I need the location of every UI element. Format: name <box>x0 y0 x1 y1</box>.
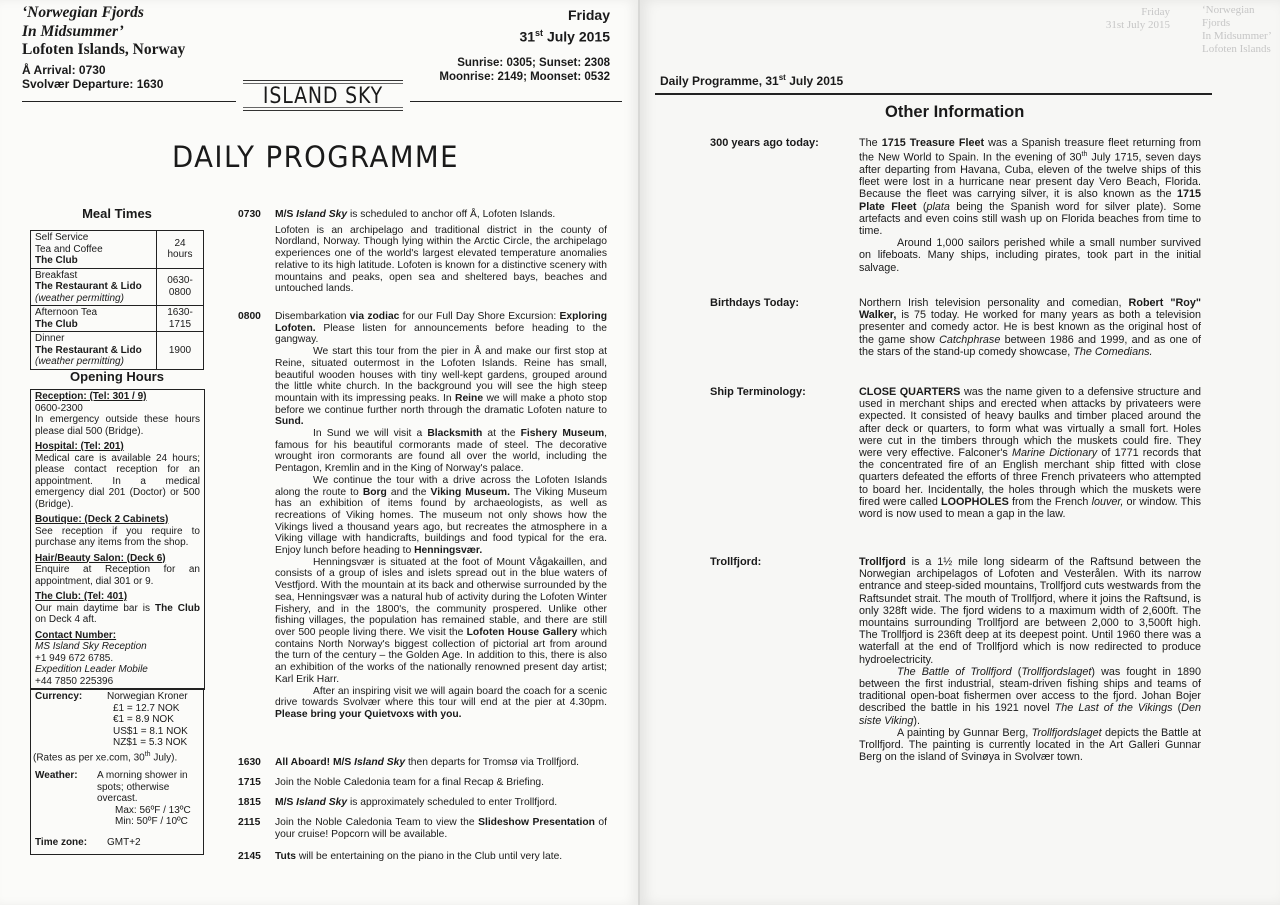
departure-time: Svolvær Departure: 1630 <box>22 77 164 91</box>
event-2115: Join the Noble Caledonia Team to view the Slideshow Presentation of your cruise! Popcorn will be available. <box>275 817 608 840</box>
header-rule-right <box>410 101 622 102</box>
currency-row: Currency: Norwegian Kroner £1 = 12.7 NOK €1 = 8.9 NOK US$1 = 8.1 NOK NZ$1 = 5.3 NOK <box>35 691 188 748</box>
event-1630: All Aboard! M/S Island Sky then departs for Tromsø via Trollfjord. <box>275 757 580 768</box>
club-section: The Club: (Tel: 401) Our main daytime bar is The Club on Deck 4 aft. <box>35 591 200 625</box>
event-1715: Join the Noble Caledonia team for a final Recap & Briefing. <box>275 777 545 788</box>
location: Lofoten Islands, Norway <box>22 41 186 58</box>
boutique-section: Boutique: (Deck 2 Cabinets) See reception if you require to purchase any items from the shop. <box>35 514 200 548</box>
left-page <box>0 0 638 905</box>
time-1815: 1815 <box>238 797 261 808</box>
weather-row: Weather: A morning shower in spots; otherwise overcast. Max: 56ºF / 13ºC Min: 50ºF / 10ºC <box>35 770 191 828</box>
ship-terminology-text: CLOSE QUARTERS was the name given to a defensive structure and used in merchant ships and erected when attacks by privateers were expected. It consisted of heavy baulks and timber placed around the after deck or quarters, to form what was virtually a small fort. Holes were cut in the timbers through which the muskets could fire. They were very effective. Falconer's Marine Dictionary of 1771 records that the concentrated fire of an English merchant ship fitted with close quarters defeated the efforts of three French privateers who attempted to board her. Incidentally, the holes through which the muskets were fired were called LOOPHOLES from the French louver, or window. This word is now used to mean a gap in the law. <box>859 386 1201 521</box>
moon-times: Moonrise: 2149; Moonset: 0532 <box>439 71 610 83</box>
show-through-text: ‘Norwegian Fjords In Midsummer’ Lofoten Islands <box>1202 4 1272 55</box>
timezone-row: Time zone: GMT+2 <box>35 836 141 848</box>
event-0730: M/S Island Sky is scheduled to anchor off Å, Lofoten Islands. Lofoten is an archipelago and traditional district in the county of Nordland, Norway. Though lying within the Arctic Circle, the archipelago experiences one of the world's largest elevated temperature anomalies relative to its high latitude. Lofoten is known for a distinctive scenery with mountains and peaks, open sea and sheltered bays, beaches and untouched lands. <box>275 209 607 295</box>
time-0730: 0730 <box>238 209 261 220</box>
table-row: Self Service Tea and Coffee The Club 24 hours <box>31 231 204 269</box>
history-label: 300 years ago today: <box>710 137 819 149</box>
table-row: Breakfast The Restaurant & Lido (weather permitting) 0630-0800 <box>31 268 204 306</box>
event-2145: Tuts will be entertaining on the piano in the Club until very late. <box>275 851 563 862</box>
island-sky-logo: ISLAND SKY <box>243 80 403 116</box>
time-1630: 1630 <box>238 757 261 768</box>
sun-moon-times <box>439 56 610 84</box>
show-through-date: Friday 31st July 2015 <box>1105 6 1170 31</box>
right-header: Daily Programme, 31st July 2015 <box>660 73 844 88</box>
meal-times-table <box>30 230 204 370</box>
date: 31st July 2015 <box>519 28 610 45</box>
event-1815: M/S Island Sky is approximately scheduled to enter Trollfjord. <box>275 797 558 808</box>
time-2145: 2145 <box>238 851 261 862</box>
header-rule-left <box>22 101 236 102</box>
trollfjord-text: Trollfjord is a 1½ mile long sidearm of the Raftsund between the Norwegian archipelagos of Lofoten and Vesterålen. With its narrow entrance and steep-sided mountains, Trollfjord cuts westwards from the Raftsundet strait. The mouth of Trollfjord, where it joins the Raftsund, is only 328ft wide. The fjord widens to a maximum width of 2,600ft. The mountains surrounding Trollfjord are between 2,000 to 3,500ft high. The Trollfjord is 236ft deep at its deepest point. Until 1960 there was a waterfall at the end of Trollfjord which is now redirected to produce hydroelectricity. The Battle of Trollfjord (Trollfjordslaget) was fought in 1890 between the first industrial, steam-driven fishing ships and teams of traditional open-boat fishermen over access to the fjord. Johan Bojer described the battle in his 1921 novel The Last of the Vikings (Den siste Viking). A painting by Gunnar Berg, Trollfjordslaget depicts the Battle at Trollfjord. The painting is currently located in the Art Galleri Gunnar Berg on the island of Svinøya in Svolvær town. <box>859 556 1201 764</box>
reception-section: Reception: (Tel: 301 / 9) 0600-2300 In emergency outside these hours please dial 500 (Bridge). <box>35 391 200 437</box>
page-title: DAILY PROGRAMME <box>172 140 459 174</box>
event-0800: Disembarkation via zodiac for our Full Day Shore Excursion: Exploring Lofoten. Please listen for announcements before heading to the gangway. We start this tour from the pier in Å and make our first stop at Reine, situated outermost in the Lofoten Islands. Reine has small, beautiful wooden houses with tiny well-kept gardens, grouped around the little white church. In the background you will see the high steep mountain with its impressing peaks. In Reine we will make a photo stop before we continue further north through the dramatic Lofoten nature to Sund. In Sund we will visit a Blacksmith at the Fishery Museum, famous for his beautiful cormorants made of steel. The decorative wrought iron cormorants are found all over the world, including the Pentagon, Kremlin and in the King of Norway's palace. We continue the tour with a drive across the Lofoten Islands along the route to Borg and the Viking Museum. The Viking Museum has an exhibition of items found by archaeologists, as well as recreations of Viking homes. The museum not only shows how the Vikings lived a thousand years ago, but recreates the atmosphere in a Viking village with handicrafts, buildings and food typical for the era. Enjoy lunch before heading to Henningsvær. Henningsvær is situated at the foot of Mount Vågakaillen, and consists of a group of isles and islets spread out in the blue waters of Vestfjord. With the mountain at its back and otherwise surrounded by the sea, Henningsvær was a natural hub of activity during the Lofoten Winter Fishery, and in the 1800's, the community prospered. Unlike other fishing villages, the population has remained stable, and there are still over 500 people living there. We visit the Lofoten House Gallery which contains North Norway's biggest collection of pictorial art from around the turn of the century – the Golden Age. In addition to this, there is also an exhibition of the works of the nationally renowned present day artist; Karl Erik Harr. After an inspiring visit we will again board the coach for a scenic drive towards Svolvær where this tour will end at the pier at 4.30pm. Please bring your Quietvoxs with you. <box>275 311 608 720</box>
birthdays-label: Birthdays Today: <box>710 297 800 309</box>
right-page <box>640 0 1280 905</box>
arrival-departure <box>22 63 163 91</box>
table-row: Afternoon Tea The Club 1630-1715 <box>31 306 204 332</box>
time-1715: 1715 <box>238 777 261 788</box>
opening-hours-box <box>30 389 205 690</box>
arrival-time: Å Arrival: 0730 <box>22 63 106 77</box>
day: Friday <box>567 7 610 23</box>
info-box <box>30 688 204 855</box>
salon-section: Hair/Beauty Salon: (Deck 6) Enquire at Reception for an appointment, dial 301 or 9. <box>35 552 200 587</box>
time-0800: 0800 <box>238 311 261 322</box>
trollfjord-label: Trollfjord: <box>710 556 762 568</box>
sun-times: Sunrise: 0305; Sunset: 2308 <box>457 57 610 69</box>
time-2115: 2115 <box>238 817 261 828</box>
cruise-title: ‘Norwegian Fjords In Midsummer’ <box>22 4 144 40</box>
meal-times-heading: Meal Times <box>82 206 152 221</box>
opening-hours-heading: Opening Hours <box>70 369 164 384</box>
table-row: Dinner The Restaurant & Lido (weather permitting) 1900 <box>31 332 204 370</box>
birthdays-text: Northern Irish television personality and comedian, Robert "Roy" Walker, is 75 today. He worked for many years as both a television presenter and comedy actor. He is best known as the original host of the game show Catchphrase between 1986 and 1999, and as one of the stars of the stand-up comedy showcase, The Comedians. <box>859 297 1201 358</box>
contact-section: Contact Number: MS Island Sky Reception +1 949 672 6785. Expedition Leader Mobile +44 7850 225396 <box>35 629 148 687</box>
ship-terminology-label: Ship Terminology: <box>710 386 806 398</box>
other-information-title: Other Information <box>885 103 1025 121</box>
right-header-rule <box>655 93 1212 95</box>
history-text: The 1715 Treasure Fleet was a Spanish treasure fleet returning from the New World to Spain. In the evening of 30th July 1715, seven days after departing from Havana, Cuba, eleven of the twelve ships of this fleet were lost in a hurricane near present day Vero Beach, Florida. Because the fleet was carrying silver, it is also known as the 1715 Plate Fleet (plata being the Spanish word for silver plate). Some artefacts and even coins still wash up on Florida beaches from time to time. Around 1,000 sailors perished while a small number survived on lifeboats. Many ships, including pirates, took part in the initial salvage. <box>859 137 1201 274</box>
hospital-section: Hospital: (Tel: 201) Medical care is available 24 hours; please contact reception for an appointment. In a medical emergency dial 201 (Doctor) or 500 (Bridge). <box>35 441 200 510</box>
rates-note: (Rates as per xe.com, 30th July). <box>33 750 178 763</box>
date-block <box>519 6 610 46</box>
